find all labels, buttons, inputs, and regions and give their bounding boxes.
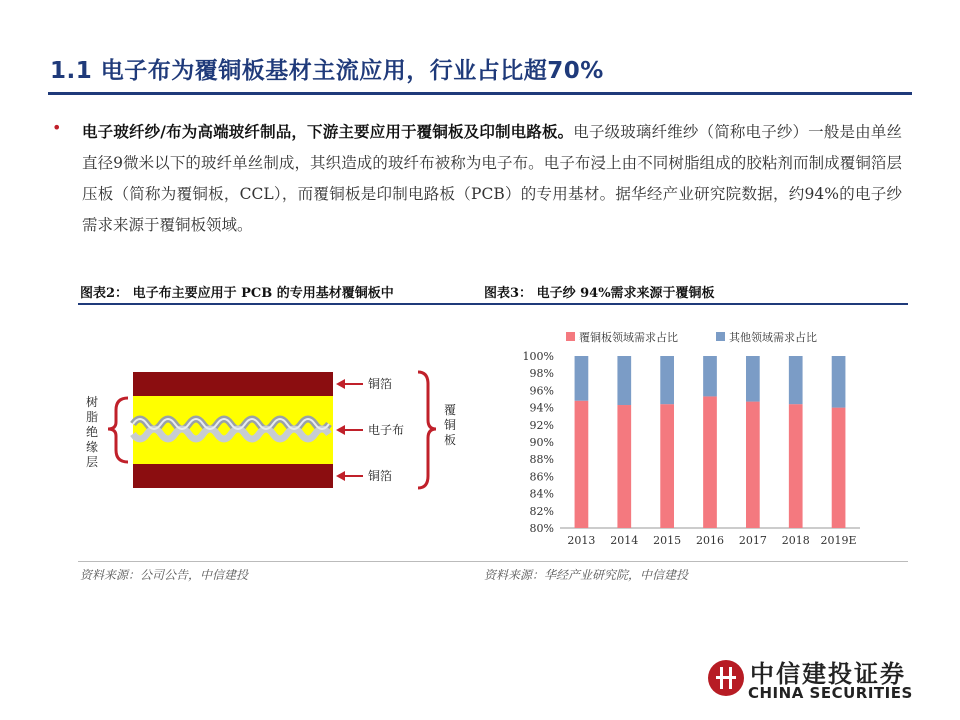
company-logo: [700, 650, 940, 710]
y-tick-label: 96%: [529, 384, 554, 398]
ccl-label: 覆铜板: [443, 403, 457, 447]
figure-title-divider: [78, 303, 908, 305]
y-tick-label: 90%: [529, 436, 554, 449]
arrow-cloth: [336, 425, 363, 435]
intro-paragraph: [82, 116, 902, 241]
arrow-copper-top: [336, 379, 363, 389]
bar-1-2014: [617, 356, 631, 405]
y-tick-label: 98%: [529, 367, 554, 381]
x-tick-label: 2014: [610, 534, 639, 547]
y-tick-label: 94%: [529, 401, 554, 415]
intro-bold: 电子玻纤纱/布为高端玻纤制品，下游主要应用于覆铜板及印制电路板。: [82, 122, 574, 141]
slide-title: 1.1 电子布为覆铜板基材主流应用，行业占比超70%: [50, 58, 604, 84]
chart-legend: [566, 330, 817, 344]
bar-0-2014: [617, 405, 631, 528]
left-bracket-icon: [108, 398, 128, 462]
demand-share-bar-chart: [500, 318, 870, 558]
resin-label: 树脂绝缘层: [85, 395, 99, 469]
legend-label-0: 覆铜板领域需求占比: [579, 331, 678, 344]
x-tick-label: 2017: [738, 534, 767, 547]
y-tick-label: 88%: [529, 453, 554, 467]
x-axis: [567, 534, 856, 547]
bar-series: [575, 356, 846, 528]
y-tick-label: 86%: [529, 470, 554, 484]
legend-swatch-1: [716, 332, 725, 341]
ccl-structure-diagram: [78, 310, 478, 555]
copper-foil-top: [133, 372, 333, 396]
figure2-title: 图表2： 电子布主要应用于 PCB 的专用基材覆铜板中: [80, 286, 394, 301]
copper-bottom-label: 铜箔: [368, 469, 393, 483]
title-divider: [48, 92, 912, 95]
logo-name-cn: 中信建投证券: [750, 659, 906, 688]
logo-name-en: CHINA SECURITIES: [748, 684, 913, 702]
legend-label-1: 其他领域需求占比: [729, 331, 817, 344]
bar-0-2019E: [832, 408, 846, 528]
intro-text: 电子级玻璃纤维纱（简称电子纱）一般是由单丝直径9微米以下的玻纤单丝制成，其织造成的玻纤布被称为电子布。电子布浸上由不同树脂组成的胶粘剂而制成覆铜箔层压板（简称为覆铜板，CCL），而覆铜板是印制电路板（PCB）的专用基材。据华经产业研究院数据，约94%的电子纱需求来源于覆铜板领域。: [82, 123, 902, 234]
bar-0-2013: [575, 401, 589, 528]
source-divider: [78, 561, 908, 562]
bar-1-2015: [660, 356, 674, 404]
bar-1-2019E: [832, 356, 846, 408]
figure2-source: 资料来源：公司公告，中信建投: [80, 568, 249, 582]
bar-1-2018: [789, 356, 803, 404]
x-tick-label: 2018: [781, 534, 810, 547]
copper-top-label: 铜箔: [368, 377, 393, 391]
figure3-source: 资料来源：华经产业研究院，中信建投: [484, 568, 689, 582]
legend-swatch-0: [566, 332, 575, 341]
bar-0-2018: [789, 404, 803, 528]
y-tick-label: 80%: [529, 522, 554, 535]
right-bracket-icon: [418, 372, 436, 488]
x-tick-label: 2016: [696, 534, 724, 547]
cloth-label: 电子布: [368, 423, 405, 437]
x-tick-label: 2013: [567, 534, 596, 547]
bar-1-2016: [703, 356, 717, 396]
y-tick-label: 82%: [529, 504, 554, 518]
bar-0-2016: [703, 396, 717, 528]
x-tick-label: 2019E: [820, 534, 857, 547]
y-tick-label: 100%: [522, 350, 554, 363]
bar-0-2015: [660, 404, 674, 528]
y-tick-label: 84%: [529, 487, 554, 501]
bar-1-2017: [746, 356, 760, 402]
arrow-copper-bottom: [336, 471, 363, 481]
seal-logo-icon: [706, 658, 746, 698]
bullet-dot-icon: •: [52, 118, 62, 137]
figure3-title: 图表3： 电子纱 94%需求来源于覆铜板: [484, 286, 715, 301]
y-tick-label: 92%: [529, 418, 554, 432]
copper-foil-bottom: [133, 464, 333, 488]
bar-1-2013: [575, 356, 589, 401]
bar-0-2017: [746, 402, 760, 528]
x-tick-label: 2015: [653, 534, 682, 547]
y-axis: [523, 350, 860, 535]
